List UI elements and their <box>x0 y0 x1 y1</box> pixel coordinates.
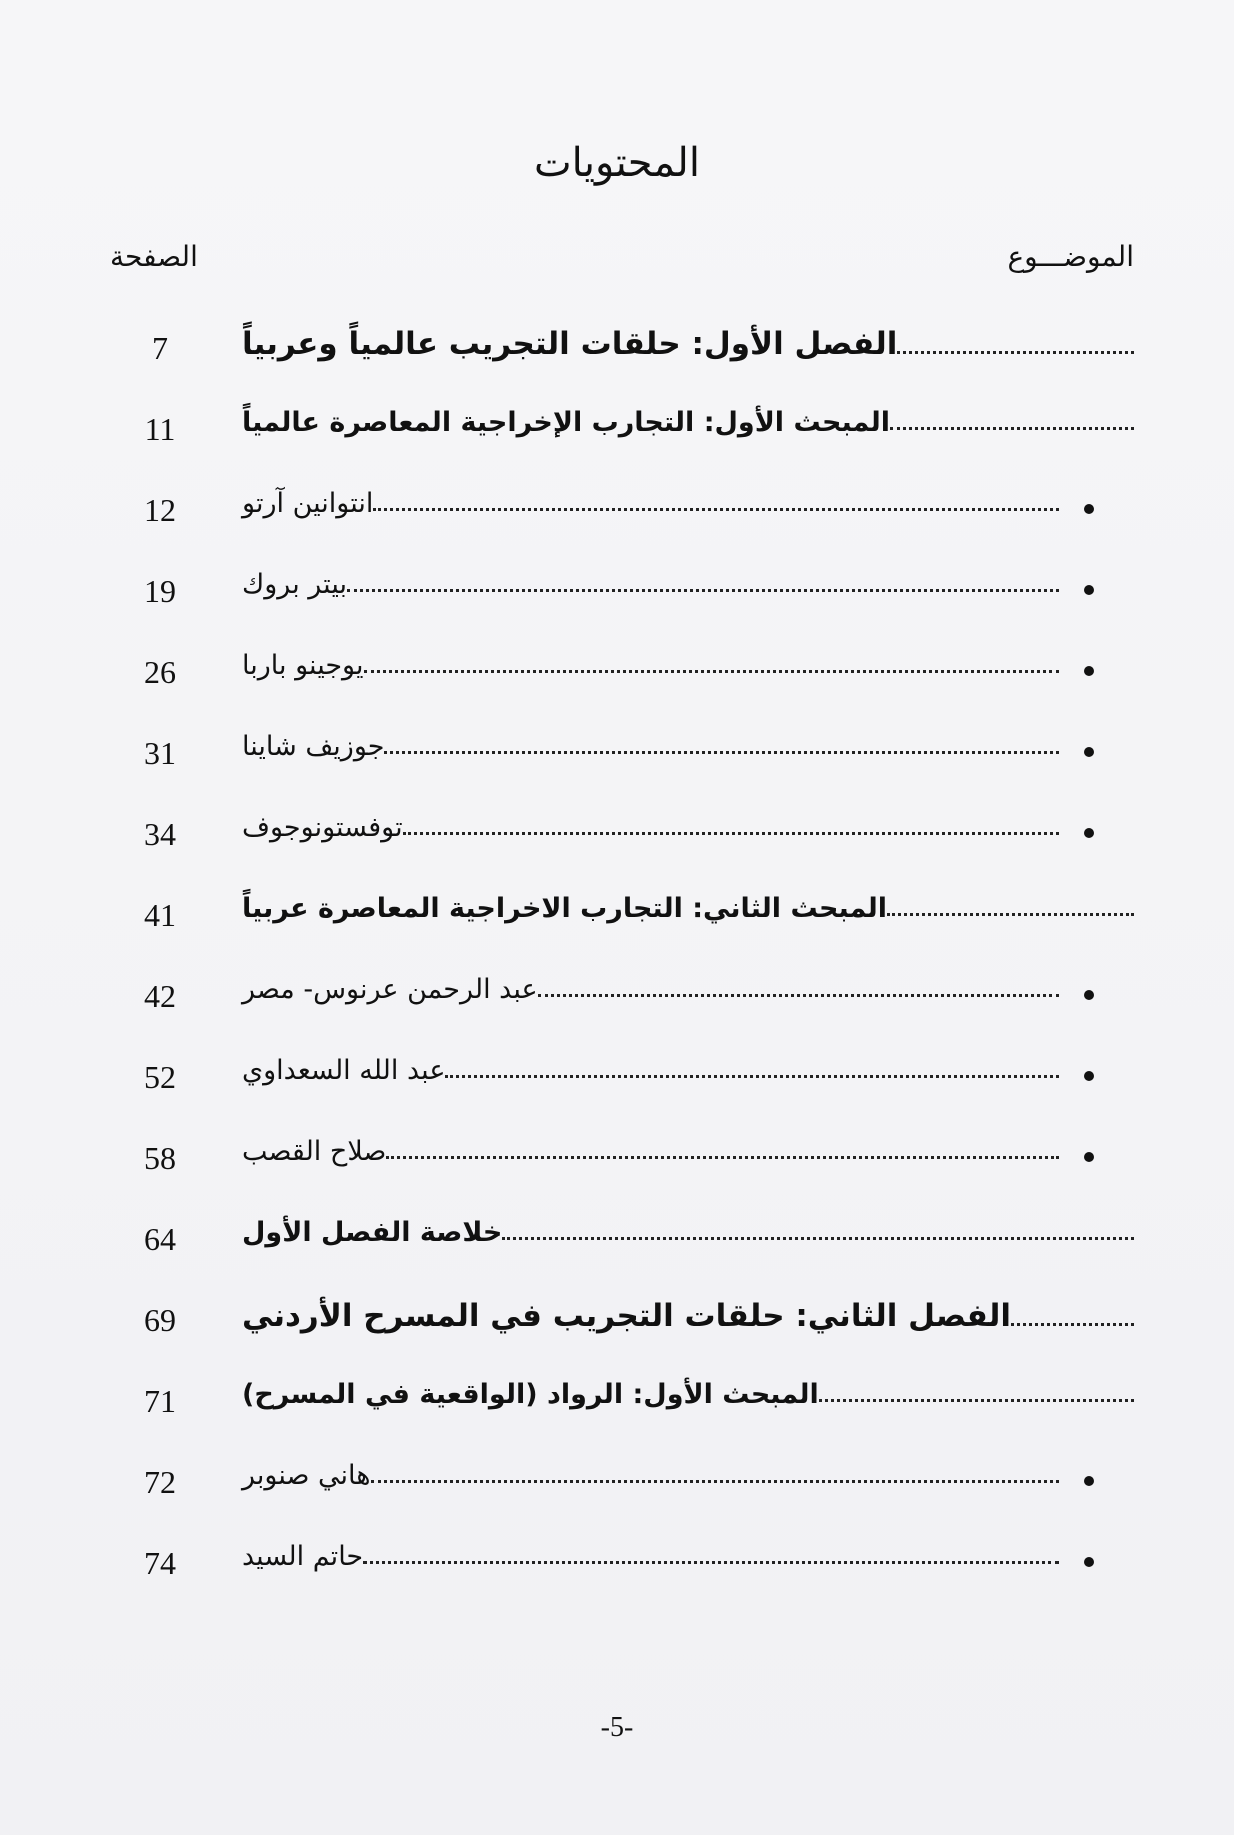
page-title: المحتويات <box>534 140 700 186</box>
toc-row <box>0 887 1234 968</box>
toc-label: المبحث الأول: التجارب الإخراجية المعاصرة عالمياً <box>242 407 891 438</box>
toc-page-number: 11 <box>144 411 176 447</box>
toc-page-number: 31 <box>144 735 176 771</box>
toc-row <box>0 1211 1234 1292</box>
toc-row <box>0 1292 1234 1373</box>
bullet-icon <box>1084 504 1094 514</box>
toc-page-number: 7 <box>152 330 168 366</box>
header-topic: الموضـــوع <box>1007 240 1134 273</box>
bullet-icon <box>1084 1071 1094 1081</box>
toc-label: عبد الرحمن عرنوس- مصر <box>242 974 538 1005</box>
toc-row <box>0 563 1234 644</box>
toc-label: هاني صنوبر <box>242 1460 371 1491</box>
toc-entry <box>240 650 1059 681</box>
toc-entry <box>240 974 1059 1005</box>
toc-label: الفصل الأول: حلقات التجريب عالمياً وعربياً <box>242 326 898 362</box>
toc-row <box>0 725 1234 806</box>
toc-header <box>0 240 1234 280</box>
toc-page-number: 26 <box>144 654 176 690</box>
toc-entry <box>240 1379 1134 1410</box>
toc-entry <box>240 1217 1134 1248</box>
toc-page-number: 71 <box>144 1383 176 1419</box>
toc-entry <box>240 812 1059 843</box>
dot-leader <box>538 993 1059 997</box>
toc-page-number: 52 <box>144 1059 176 1095</box>
toc-page-number: 69 <box>144 1302 176 1338</box>
toc-label: المبحث الثاني: التجارب الاخراجية المعاصرة عربياً <box>242 893 888 924</box>
toc-entry <box>240 1541 1059 1572</box>
bullet-icon <box>1084 828 1094 838</box>
toc-page-number: 58 <box>144 1140 176 1176</box>
dot-leader <box>384 750 1059 754</box>
toc-label: توفستونوجوف <box>242 812 403 843</box>
dot-leader <box>502 1236 1134 1240</box>
toc-entry <box>240 893 1134 924</box>
dot-leader <box>445 1074 1059 1078</box>
bullet-icon <box>1084 585 1094 595</box>
bullet-icon <box>1084 666 1094 676</box>
toc-label: صلاح القصب <box>242 1136 387 1167</box>
toc-entry <box>240 731 1059 762</box>
dot-leader <box>897 350 1134 354</box>
toc-entry <box>240 1055 1059 1086</box>
bullet-icon <box>1084 747 1094 757</box>
toc-page-number: 34 <box>144 816 176 852</box>
toc-row <box>0 968 1234 1049</box>
dot-leader <box>347 588 1059 592</box>
dot-leader <box>1011 1322 1134 1326</box>
toc-label: الفصل الثاني: حلقات التجريب في المسرح الأردني <box>242 1298 1011 1334</box>
bullet-icon <box>1084 990 1094 1000</box>
dot-leader <box>819 1398 1134 1402</box>
toc-page-number: 41 <box>144 897 176 933</box>
toc-page-number: 64 <box>144 1221 176 1257</box>
dot-leader <box>364 669 1060 673</box>
toc-entry <box>240 1136 1059 1167</box>
toc-page-number: 72 <box>144 1464 176 1500</box>
toc-label: المبحث الأول: الرواد (الواقعية في المسرح) <box>242 1379 819 1410</box>
toc-label: جوزيف شاينا <box>242 731 385 762</box>
toc-row <box>0 644 1234 725</box>
dot-leader <box>371 1479 1059 1483</box>
toc-page-number: 42 <box>144 978 176 1014</box>
toc-label: انتوانين آرتو <box>242 488 374 519</box>
toc-row <box>0 1373 1234 1454</box>
dot-leader <box>386 1155 1059 1159</box>
toc-page-number: 12 <box>144 492 176 528</box>
dot-leader <box>373 507 1059 511</box>
bullet-icon <box>1084 1557 1094 1567</box>
toc-entry <box>240 326 1134 362</box>
header-page: الصفحة <box>110 240 198 273</box>
toc-row <box>0 806 1234 887</box>
toc-row <box>0 1454 1234 1535</box>
toc-label: يوجينو باربا <box>242 650 364 681</box>
toc-row <box>0 1049 1234 1130</box>
dot-leader <box>890 426 1134 430</box>
toc-label: بيتر بروك <box>242 569 347 600</box>
toc-row <box>0 401 1234 482</box>
bullet-icon <box>1084 1476 1094 1486</box>
toc-entry <box>240 488 1059 519</box>
page-number-footer: -5- <box>600 1712 634 1743</box>
toc-page-number: 74 <box>144 1545 176 1581</box>
toc-label: خلاصة الفصل الأول <box>242 1217 503 1248</box>
toc-label: عبد الله السعداوي <box>242 1055 446 1086</box>
toc-row <box>0 320 1234 401</box>
toc-entry <box>240 569 1059 600</box>
dot-leader <box>887 912 1134 916</box>
table-of-contents <box>0 320 1234 1616</box>
toc-entry <box>240 1460 1059 1491</box>
dot-leader <box>403 831 1059 835</box>
toc-row <box>0 1535 1234 1616</box>
toc-row <box>0 482 1234 563</box>
toc-page-number: 19 <box>144 573 176 609</box>
bullet-icon <box>1084 1152 1094 1162</box>
toc-entry <box>240 407 1134 438</box>
dot-leader <box>363 1560 1059 1564</box>
toc-row <box>0 1130 1234 1211</box>
toc-entry <box>240 1298 1134 1334</box>
toc-label: حاتم السيد <box>242 1541 364 1572</box>
